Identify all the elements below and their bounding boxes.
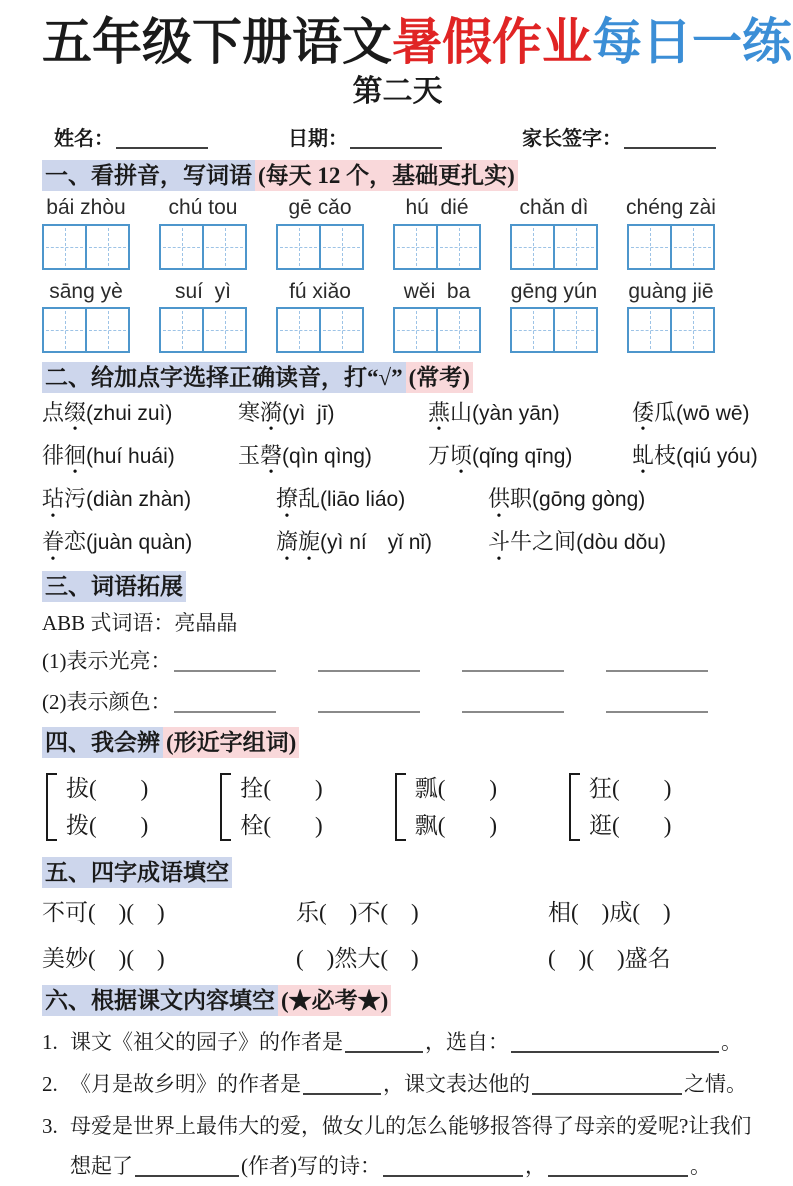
idiom-item: 美妙( )( )	[42, 946, 165, 972]
item-text-segment: ，选自：	[425, 1030, 509, 1055]
item-text-segment: 课文《祖父的园子》的作者是	[70, 1030, 343, 1055]
word-char: 牛	[510, 529, 533, 555]
writing-grid	[627, 224, 715, 270]
character-pair-group	[220, 770, 322, 844]
character-pair-line	[589, 807, 671, 844]
expansion-line-label: (1)表示光亮：	[42, 649, 172, 674]
pinyin-label: bái zhòu	[46, 196, 126, 220]
pinyin-label: guàng jiē	[628, 279, 714, 303]
pinyin-options: (zhui zuì)	[86, 401, 173, 425]
writing-grid	[159, 307, 247, 353]
item-text-segment: (作者)写的诗：	[241, 1154, 381, 1179]
word-char: 瓜	[654, 399, 677, 425]
fill-blank	[548, 1154, 688, 1177]
pinyin-label: chú tou	[168, 196, 238, 220]
section-4-heading-main: 四、我会辨	[42, 727, 163, 758]
writing-grid-cell	[278, 309, 319, 351]
pronunciation-item	[238, 399, 428, 427]
pinyin-options: (yì ní yǐ nǐ)	[320, 531, 433, 555]
word-char: 漪	[260, 399, 283, 425]
fill-blank	[174, 690, 276, 713]
pronunciation-item	[488, 485, 753, 513]
word-char: 虬	[632, 442, 655, 468]
item-text-segment: ，	[525, 1154, 546, 1179]
writing-grid-cell	[553, 226, 596, 268]
writing-grid-cell	[629, 309, 670, 351]
idiom-fill-area	[42, 894, 753, 973]
idiom-item: 乐( )不( )	[296, 900, 419, 926]
idiom-item: ( )( )盛名	[548, 946, 671, 972]
writing-grid	[42, 307, 130, 353]
writing-grid-cell	[44, 226, 85, 268]
character-pair-group	[46, 770, 148, 844]
word-block	[42, 196, 130, 269]
section-2-heading-note: (常考)	[406, 362, 473, 393]
item-text-segment: ，课文表达他的	[383, 1072, 530, 1097]
pinyin-label: hú dié	[405, 196, 469, 220]
name-field	[54, 122, 210, 151]
character: 栓	[240, 813, 264, 839]
idiom-item: ( )然大( )	[296, 946, 419, 972]
word-block	[159, 196, 247, 269]
pronunciation-word	[276, 486, 320, 511]
abb-example-line: ABB 式词语：亮晶晶	[42, 611, 238, 636]
writing-grid	[393, 307, 481, 353]
pronunciation-choice-area	[42, 399, 758, 557]
date-field	[288, 122, 444, 151]
section-2-heading	[42, 363, 753, 393]
item-text	[70, 1064, 753, 1104]
pronunciation-word	[428, 400, 472, 425]
character-pair-column	[240, 770, 322, 844]
word-expansion-area	[42, 646, 753, 718]
character-pair-column	[415, 770, 497, 844]
pinyin-label: gēng yún	[510, 279, 598, 303]
pronunciation-item	[42, 485, 276, 513]
bracket	[220, 773, 231, 841]
fill-blank	[174, 649, 276, 672]
comprehension-item	[42, 1064, 753, 1104]
pronunciation-row	[42, 528, 753, 556]
pinyin-options: (qiú yóu)	[676, 444, 758, 468]
date-blank	[350, 127, 442, 149]
name-label: 姓名：	[54, 127, 114, 150]
pinyin-options: (liāo liáo)	[320, 488, 406, 512]
writing-grid-cell	[319, 309, 362, 351]
word-block	[627, 280, 715, 353]
pinyin-options: (huí huái)	[86, 444, 175, 468]
writing-grid	[276, 307, 364, 353]
item-number: 2.	[42, 1072, 58, 1097]
item-text-segment: 《月是故乡明》的作者是	[70, 1072, 301, 1097]
pronunciation-word	[632, 400, 676, 425]
word-block	[627, 196, 715, 269]
word-block	[510, 280, 598, 353]
section-6-heading-main: 六、根据课文内容填空	[42, 985, 278, 1016]
paren-open: (	[612, 813, 620, 839]
writing-grid	[42, 224, 130, 270]
pinyin-label: chéng zài	[626, 196, 716, 220]
name-blank	[116, 127, 208, 149]
word-char: 恋	[64, 529, 87, 555]
word-char: 旎	[298, 529, 321, 555]
writing-grid-cell	[436, 309, 479, 351]
expansion-line-label: (2)表示颜色：	[42, 689, 172, 714]
pinyin-grid-row	[42, 196, 753, 269]
writing-grid-cell	[395, 226, 436, 268]
word-char: 缀	[64, 399, 87, 425]
paren-open: (	[612, 776, 620, 802]
writing-grid-cell	[85, 309, 128, 351]
pronunciation-item	[276, 485, 488, 513]
pinyin-options: (dòu dǒu)	[576, 531, 666, 555]
paren-close: )	[489, 776, 498, 802]
word-char: 旖	[276, 529, 299, 555]
section-5-heading-main: 五、四字成语填空	[42, 857, 232, 888]
writing-grid-cell	[553, 309, 596, 351]
fill-blank	[318, 649, 420, 672]
pronunciation-item	[428, 399, 632, 427]
writing-grid-cell	[161, 226, 202, 268]
paren-close: )	[140, 813, 149, 839]
word-char: 燕	[428, 399, 451, 425]
item-text	[70, 1106, 753, 1186]
parent-signature-blank	[624, 127, 716, 149]
expansion-line	[42, 646, 753, 678]
pinyin-options: (yàn yān)	[472, 401, 560, 425]
word-char: 职	[510, 486, 533, 512]
fill-blank	[511, 1030, 719, 1053]
fill-blank	[345, 1030, 423, 1053]
writing-grid-cell	[629, 226, 670, 268]
word-block	[393, 196, 481, 269]
writing-grid-cell	[44, 309, 85, 351]
info-row	[54, 122, 753, 151]
item-number: 3.	[42, 1114, 58, 1139]
character-pair-line	[415, 807, 497, 844]
expansion-line	[42, 687, 753, 719]
item-text	[70, 1022, 753, 1062]
character-pair-group	[569, 770, 671, 844]
parent-signature-field	[522, 122, 718, 151]
pronunciation-item	[632, 399, 753, 427]
pronunciation-item	[428, 442, 632, 470]
section-3-heading	[42, 572, 753, 602]
paren-open: (	[263, 776, 272, 802]
word-char: 顷	[450, 442, 473, 468]
character-pair-group	[395, 770, 497, 844]
writing-grid	[159, 224, 247, 270]
writing-grid	[627, 307, 715, 353]
item-text-segment: 母爱是世界上最伟大的爱，做女儿的怎么能够报答得了母亲的爱呢?让我们想起了	[70, 1114, 752, 1179]
character-pair-column	[66, 770, 148, 844]
pronunciation-item	[276, 528, 488, 556]
pronunciation-row	[42, 442, 758, 470]
writing-grid-cell	[161, 309, 202, 351]
pinyin-options: (qìn qìng)	[282, 444, 372, 468]
word-char: 倭	[632, 399, 655, 425]
character: 瓢	[414, 776, 438, 802]
word-char: 点	[42, 399, 65, 425]
character: 逛	[589, 813, 613, 839]
word-char: 山	[450, 399, 473, 425]
paren-close: )	[140, 776, 149, 802]
idiom-item: 不可( )( )	[42, 900, 165, 926]
pronunciation-word	[42, 529, 86, 554]
writing-grid	[510, 307, 598, 353]
item-text-segment: 之情。	[684, 1072, 747, 1097]
pinyin-label: wěi ba	[403, 279, 471, 303]
paren-close: )	[663, 776, 672, 802]
word-char: 徘	[42, 442, 65, 468]
pinyin-writing-area	[42, 196, 753, 352]
word-char: 斗	[488, 529, 511, 555]
writing-grid	[510, 224, 598, 270]
section-1-heading-note: (每天 12 个，基础更扎实)	[255, 160, 518, 191]
pronunciation-word	[632, 443, 676, 468]
fill-blank	[303, 1072, 381, 1095]
pronunciation-word	[488, 529, 576, 554]
pronunciation-row	[42, 485, 753, 513]
fill-blank	[383, 1154, 523, 1177]
pronunciation-word	[488, 486, 532, 511]
pronunciation-item	[42, 528, 276, 556]
pronunciation-row	[42, 399, 753, 427]
section-5-heading	[42, 858, 753, 888]
writing-grid	[393, 224, 481, 270]
pinyin-label: suí yì	[174, 279, 232, 303]
fill-blank	[462, 649, 564, 672]
pronunciation-word	[428, 443, 472, 468]
section-6-heading	[42, 986, 753, 1016]
character: 飘	[414, 813, 438, 839]
character-pair-line	[66, 770, 148, 807]
character-pair-line	[66, 807, 148, 844]
word-char: 玷	[42, 486, 65, 512]
word-char: 万	[428, 442, 451, 468]
date-label: 日期：	[288, 127, 348, 150]
character: 拴	[240, 776, 264, 802]
writing-grid-cell	[670, 309, 713, 351]
writing-grid-cell	[512, 309, 553, 351]
bracket	[569, 773, 580, 841]
character-pair-column	[589, 770, 671, 844]
section-1-heading-main: 一、看拼音，写词语	[42, 160, 255, 191]
pronunciation-item	[42, 442, 238, 470]
item-text-segment: 。	[721, 1030, 742, 1055]
pronunciation-word	[276, 529, 320, 554]
item-text-segment: 。	[690, 1154, 711, 1179]
word-char: 枝	[654, 442, 677, 468]
paren-close: )	[315, 776, 323, 802]
paren-open: (	[263, 813, 272, 839]
section-2-heading-main: 二、给加点字选择正确读音，打“√”	[42, 362, 406, 393]
section-4-heading-note: (形近字组词)	[163, 727, 299, 758]
paren-close: )	[489, 813, 498, 839]
section-6-heading-note: (★必考★)	[278, 985, 391, 1016]
day-subtitle: 第二天	[352, 74, 443, 108]
character: 拔	[66, 776, 89, 802]
word-block	[393, 280, 481, 353]
pinyin-options: (wō wē)	[676, 401, 750, 425]
section-1-heading	[42, 161, 753, 191]
word-char: 寒	[238, 399, 261, 425]
pinyin-options: (yì jī)	[282, 401, 335, 425]
character: 拨	[66, 813, 89, 839]
similar-characters-area	[46, 770, 753, 844]
word-block	[42, 280, 130, 353]
paren-open: (	[89, 776, 97, 802]
comprehension-item	[42, 1022, 753, 1062]
pinyin-options: (diàn zhàn)	[86, 488, 192, 512]
word-block	[159, 280, 247, 353]
word-block	[276, 196, 364, 269]
writing-grid-cell	[278, 226, 319, 268]
pinyin-options: (qǐng qīng)	[472, 444, 573, 468]
pinyin-label: fú xiǎo	[289, 279, 351, 303]
character-pair-line	[589, 770, 671, 807]
fill-blank	[135, 1154, 239, 1177]
character: 狂	[589, 776, 613, 802]
word-char: 供	[488, 486, 511, 512]
pronunciation-word	[238, 400, 282, 425]
fill-blank	[462, 690, 564, 713]
word-char: 污	[64, 486, 87, 512]
character-pair-line	[415, 770, 497, 807]
comprehension-item	[42, 1106, 753, 1186]
word-char: 撩	[276, 486, 299, 512]
fill-blank	[318, 690, 420, 713]
writing-grid	[276, 224, 364, 270]
character-pair-line	[240, 807, 322, 844]
writing-grid-cell	[512, 226, 553, 268]
section-3-heading-main: 三、词语拓展	[42, 571, 186, 602]
pinyin-label: sāng yè	[49, 279, 123, 303]
pronunciation-item	[632, 442, 758, 470]
bracket	[46, 773, 57, 841]
text-comprehension-area	[42, 1022, 753, 1186]
title-part-daily: 每日一练	[592, 14, 792, 70]
bracket	[395, 773, 406, 841]
writing-grid-cell	[436, 226, 479, 268]
fill-blank	[606, 649, 708, 672]
writing-grid-cell	[670, 226, 713, 268]
idiom-item: 相( )成( )	[548, 900, 671, 926]
paren-open: (	[89, 813, 97, 839]
word-char: 间	[554, 529, 577, 555]
pinyin-options: (gōng gòng)	[532, 488, 646, 512]
word-char: 徊	[64, 442, 87, 468]
paren-close: )	[315, 813, 323, 839]
writing-grid-cell	[319, 226, 362, 268]
pinyin-options: (juàn quàn)	[86, 531, 193, 555]
paren-open: (	[437, 813, 446, 839]
character-pair-line	[240, 770, 322, 807]
writing-grid-cell	[202, 226, 245, 268]
fill-blank	[606, 690, 708, 713]
pronunciation-word	[42, 443, 86, 468]
word-char: 之	[532, 529, 555, 555]
pronunciation-word	[42, 400, 86, 425]
writing-grid-cell	[202, 309, 245, 351]
pronunciation-word	[42, 486, 86, 511]
writing-grid-cell	[85, 226, 128, 268]
section-4-heading	[42, 728, 753, 758]
word-char: 磬	[260, 442, 283, 468]
idiom-row	[42, 940, 753, 973]
pronunciation-item	[488, 528, 753, 556]
pronunciation-item	[42, 399, 238, 427]
word-char: 乱	[298, 486, 321, 512]
worksheet-title	[42, 14, 792, 72]
pronunciation-item	[238, 442, 428, 470]
writing-grid-cell	[395, 309, 436, 351]
paren-open: (	[437, 776, 446, 802]
title-part-grade: 五年级下册语文	[42, 14, 392, 70]
word-char: 眷	[42, 529, 65, 555]
pinyin-label: gē cǎo	[288, 196, 352, 220]
pinyin-label: chǎn dì	[519, 196, 589, 220]
word-block	[276, 280, 364, 353]
fill-blank	[532, 1072, 682, 1095]
title-part-homework: 暑假作业	[392, 14, 592, 70]
word-char: 玉	[238, 442, 261, 468]
idiom-row	[42, 894, 753, 927]
pronunciation-word	[238, 443, 282, 468]
word-block	[510, 196, 598, 269]
pinyin-grid-row	[42, 280, 753, 353]
paren-close: )	[663, 813, 672, 839]
parent-signature-label: 家长签字：	[522, 127, 622, 150]
item-number: 1.	[42, 1030, 58, 1055]
